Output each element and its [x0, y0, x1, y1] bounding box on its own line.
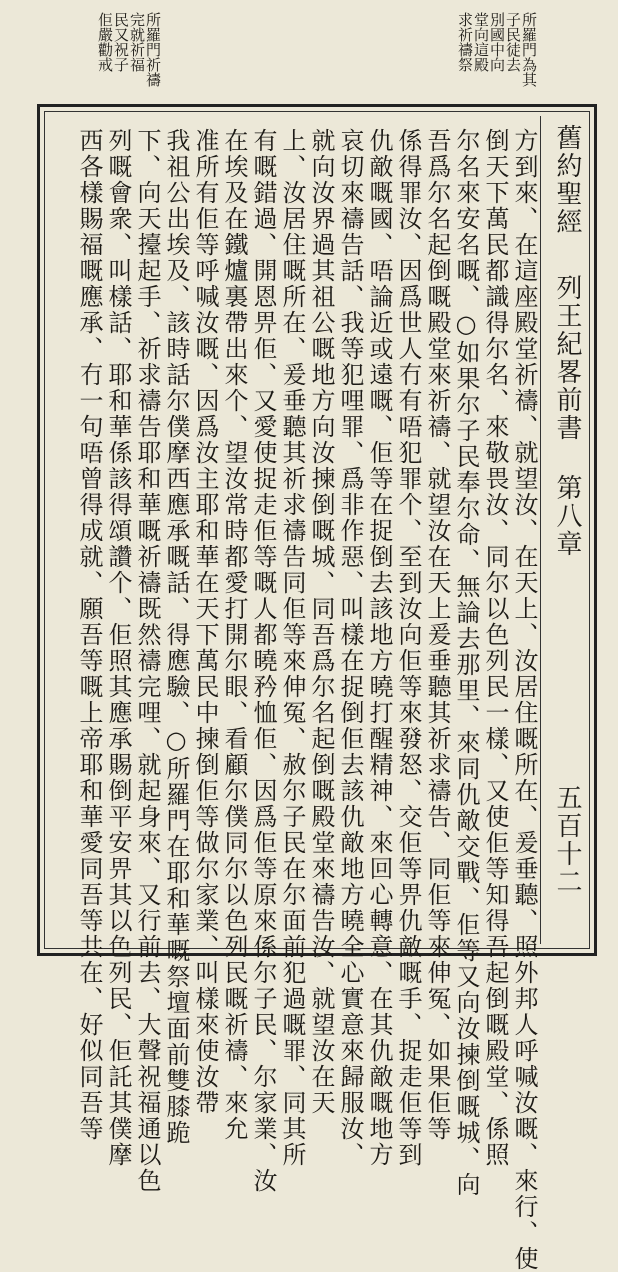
text-column-12: 准所有佢等呼喊汝嘅、因爲汝主耶和華在天下萬民中揀倒佢等做尔家業、叫樣來使汝帶	[191, 128, 219, 1116]
margin-note-line: 民又祝子	[112, 12, 130, 72]
margin-note-line: 佢嚴勸戒	[96, 12, 114, 72]
text-column-13: 我祖公出埃及、該時話尔僕摩西應承嘅話、得應驗、○所羅門在耶和華嘅祭壇面前雙膝跪	[162, 128, 190, 1146]
text-column-7: 哀切來禱告話、我等犯哩罪、爲非作惡、叫樣在捉倒佢去該仇敵地方曉全心實意來歸服汝、	[336, 128, 364, 1168]
margin-note-line: 堂向這殿	[472, 12, 490, 72]
text-column-16: 西各樣賜福嘅應承、冇一句唔曾得成就、願吾等嘅上帝耶和華愛同吾等共在、好似同吾等	[75, 128, 103, 1142]
text-frame-inner	[44, 111, 590, 1272]
text-column-11: 在埃及在鐵爐裏帶出來个、望汝常時都愛打開尔眼、看顧尔僕同尔以色列民嘅祈禱、來允	[220, 128, 248, 1142]
head-divider	[540, 116, 541, 944]
margin-note-right	[457, 12, 537, 96]
text-column-14: 下、向天擡起手、祈求禱告耶和華嘅祈禱既然禱完哩、就起身來、又行前去、大聲祝福通以色	[133, 128, 161, 1194]
margin-note-line: 所羅門祈禱	[144, 12, 162, 87]
margin-note-line: 子民徒去	[504, 12, 522, 72]
margin-note-line: 完就祈福	[128, 12, 146, 72]
chapter-heading: 列王紀畧前書 第八章	[552, 274, 582, 558]
running-head	[551, 124, 581, 954]
margin-note-line: 所羅門為其	[520, 12, 538, 87]
text-column-6: 仇敵嘅國、唔論近或遠嘅、佢等在捉倒去該地方曉打醒精神、來回心轉意、在其仇敵嘅地方	[365, 128, 393, 1168]
margin-note-line: 求祈禱祭	[456, 12, 474, 72]
margin-note-line: 別國中向	[488, 12, 506, 72]
text-column-4: 吾爲尔名起倒嘅殿堂來祈禱、就望汝在天上爰垂聽其祈求禱告、同佢等來伸冤、如果佢等	[423, 128, 451, 1142]
page-number: 五百十二	[552, 784, 582, 896]
text-column-5: 係得罪汝、因爲世人冇有唔犯罪个、至到汝向佢等來發怒、交佢等畀仇敵嘅手、捉走佢等到	[394, 128, 422, 1168]
text-column-15: 列嘅會衆、叫樣話、耶和華係該得頌讚个、佢照其應承賜倒平安畀其以色列民、佢託其僕摩	[104, 128, 132, 1168]
text-column-9: 上、汝居住嘅所在、爰垂聽其祈求禱告同佢等來伸冤、赦尔子民在尔面前犯過嘅罪、同其所	[278, 128, 306, 1168]
text-column-10: 有嘅錯過、開恩畀佢、又愛使捉走佢等嘅人都曉矜恤佢、因爲佢等原來係尔子民、尔家業、汝	[249, 128, 277, 1194]
book-title: 舊約聖經	[552, 124, 582, 236]
text-column-1: 方到來、在這座殿堂祈禱、就望汝、在天上、汝居住嘅所在、爰垂聽、照外邦人呼喊汝嘅、來行、使	[510, 128, 538, 1272]
text-column-3: 尔名來安名嘅、○如果尔子民奉尔命、無論去那里、來同仇敵交戰、佢等又向汝揀倒嘅城、向	[452, 128, 480, 1198]
text-frame	[37, 104, 597, 1272]
margin-note-left	[95, 12, 161, 96]
text-column-2: 倒天下萬民都識得尔名、來敬畏汝、同尔以色列民一樣、又使佢等知得吾起倒嘅殿堂、係照	[481, 128, 509, 1168]
text-column-8: 就向汝界過其祖公嘅地方向汝揀倒嘅城、同吾爲尔名起倒嘅殿堂來禱告汝、就望汝在天	[307, 128, 335, 1116]
